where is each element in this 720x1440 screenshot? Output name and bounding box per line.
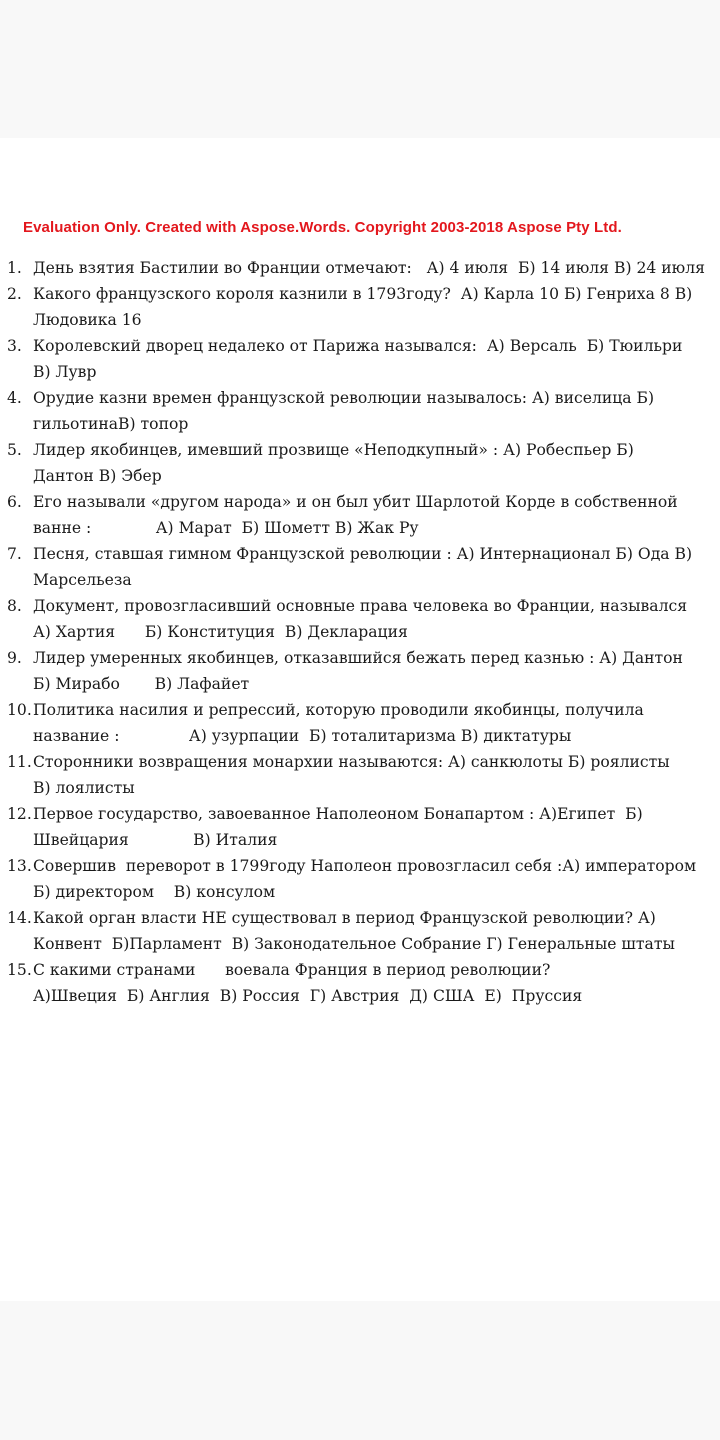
question-4 (0, 385, 712, 437)
question-text-continued: В) Лувр (33, 363, 97, 381)
question-text: Совершив переворот в 1799году Наполеон провозгласил себя :А) императором (33, 857, 697, 875)
question-text-continued: Людовика 16 (33, 311, 142, 329)
question-number: 12. (7, 805, 32, 823)
question-text: Сторонники возвращения монархии называются: А) санкюлоты Б) роялисты (33, 753, 670, 771)
question-text: Лидер якобинцев, имевший прозвище «Неподкупный» : А) Робеспьер Б) (33, 441, 634, 459)
question-text-continued: Марсельеза (33, 571, 132, 589)
question-2 (0, 281, 712, 333)
question-text: Первое государство, завоеванное Наполеоном Бонапартом : А)Египет Б) (33, 805, 643, 823)
question-number: 10. (7, 701, 32, 719)
question-text-continued: Дантон В) Эбер (33, 467, 162, 485)
question-text: Лидер умеренных якобинцев, отказавшийся бежать перед казнью : А) Дантон (33, 649, 683, 667)
question-10 (0, 697, 712, 749)
question-text-continued: А) Хартия Б) Конституция В) Декларация (33, 623, 408, 641)
question-3 (0, 333, 712, 385)
question-number: 9. (7, 649, 22, 667)
question-number: 4. (7, 389, 22, 407)
question-number: 7. (7, 545, 22, 563)
question-5 (0, 437, 712, 489)
question-text: День взятия Бастилии во Франции отмечают: А) 4 июля Б) 14 июля В) 24 июля (33, 259, 705, 277)
question-text-continued: Швейцария В) Италия (33, 831, 278, 849)
question-text: Его называли «другом народа» и он был убит Шарлотой Корде в собственной (33, 493, 678, 511)
question-text-continued: Конвент Б)Парламент В) Законодательное Собрание Г) Генеральные штаты (33, 935, 675, 953)
question-15 (0, 957, 712, 1009)
question-9 (0, 645, 712, 697)
bottom-margin (0, 1301, 720, 1440)
question-text: Орудие казни времен французской революции называлось: А) виселица Б) (33, 389, 655, 407)
question-6 (0, 489, 712, 541)
question-text: Политика насилия и репрессий, которую проводили якобинцы, получила (33, 701, 644, 719)
question-number: 15. (7, 961, 32, 979)
question-1 (0, 255, 712, 281)
question-7 (0, 541, 712, 593)
question-number: 2. (7, 285, 22, 303)
question-number: 14. (7, 909, 32, 927)
question-text-continued: гильотинаВ) топор (33, 415, 189, 433)
question-number: 11. (7, 753, 32, 771)
question-number: 8. (7, 597, 22, 615)
question-13 (0, 853, 712, 905)
question-text-continued: ванне : А) Марат Б) Шометт В) Жак Ру (33, 519, 419, 537)
question-text: Документ, провозгласивший основные права человека во Франции, назывался (33, 597, 688, 615)
question-number: 6. (7, 493, 22, 511)
question-text: С какими странами воевала Франция в период революции? (33, 961, 551, 979)
question-text-continued: Б) Мирабо В) Лафайет (33, 675, 250, 693)
question-number: 5. (7, 441, 22, 459)
question-number: 3. (7, 337, 22, 355)
question-number: 13. (7, 857, 32, 875)
question-text-continued: А)Швеция Б) Англия В) Россия Г) Австрия Д) США Е) Пруссия (33, 987, 583, 1005)
question-text: Песня, ставшая гимном Французской революции : А) Интернационал Б) Ода В) (33, 545, 693, 563)
question-list (0, 255, 712, 1009)
document-page (0, 138, 720, 1301)
question-12 (0, 801, 712, 853)
question-text-continued: название : А) узурпации Б) тоталитаризма В) диктатуры (33, 727, 572, 745)
question-number: 1. (7, 259, 22, 277)
question-text: Какой орган власти НЕ существовал в период Французской революции? А) (33, 909, 656, 927)
question-8 (0, 593, 712, 645)
evaluation-watermark: Evaluation Only. Created with Aspose.Words. Copyright 2003-2018 Aspose Pty Ltd. (23, 219, 622, 236)
question-text-continued: Б) директором В) консулом (33, 883, 276, 901)
question-text: Королевский дворец недалеко от Парижа назывался: А) Версаль Б) Тюильри (33, 337, 683, 355)
question-text-continued: В) лоялисты (33, 779, 135, 797)
question-14 (0, 905, 712, 957)
top-margin (0, 0, 720, 138)
question-text: Какого французского короля казнили в 1793году? А) Карла 10 Б) Генриха 8 В) (33, 285, 693, 303)
question-11 (0, 749, 712, 801)
